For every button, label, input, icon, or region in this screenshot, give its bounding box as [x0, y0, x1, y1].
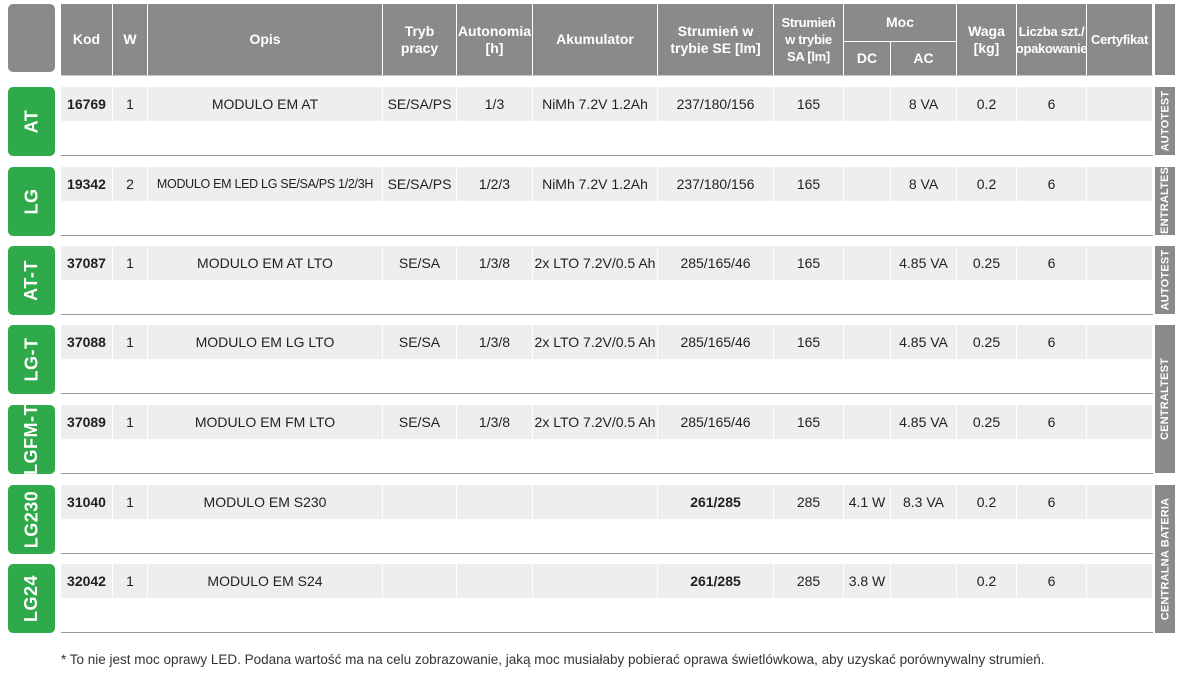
header-strumien-se-line2: trybie SE [lm] — [670, 39, 761, 56]
cell-se: 261/285 — [658, 564, 774, 598]
cell-ac: 4.85 VA — [891, 246, 957, 280]
row-divider — [61, 155, 1153, 156]
header-waga — [957, 4, 1017, 75]
cell-w: 1 — [113, 485, 148, 519]
cell-w: 1 — [113, 564, 148, 598]
cell-waga: 0.25 — [957, 405, 1017, 439]
side-label-centraltest-1 — [1155, 159, 1175, 243]
group-tab-label: LG230 — [21, 490, 41, 549]
footnote: * To nie jest moc oprawy LED. Podana wartość ma na celu zobrazowanie, jaką moc musiałaby pobierać oprawa świetlówkowa, aby uzyskać porównywalny strumień. — [61, 652, 1045, 667]
row-divider — [61, 473, 1153, 474]
side-label-centralna-bateria — [1155, 485, 1175, 633]
cell-cert — [1087, 325, 1153, 359]
cell-opis: MODULO EM AT — [148, 87, 383, 121]
header-certyfikat: Certyfikat — [1087, 4, 1153, 75]
cell-tryb — [383, 485, 457, 519]
cell-autonomia — [457, 485, 533, 519]
cell-cert — [1087, 485, 1153, 519]
cell-akumulator: 2x LTO 7.2V/0.5 Ah — [533, 405, 658, 439]
header-waga-line1: Waga — [968, 22, 1005, 39]
cell-dc — [844, 405, 891, 439]
cell-autonomia: 1/3 — [457, 87, 533, 121]
cell-dc — [844, 325, 891, 359]
cell-kod: 19342 — [61, 167, 113, 201]
cell-kod: 37088 — [61, 325, 113, 359]
cell-autonomia: 1/3/8 — [457, 325, 533, 359]
side-label-text: AUTOTEST — [1159, 90, 1171, 152]
group-tab-label: LG24 — [21, 574, 41, 623]
cell-akumulator: NiMh 7.2V 1.2Ah — [533, 167, 658, 201]
table-row — [61, 246, 1153, 316]
cell-se: 285/165/46 — [658, 246, 774, 280]
cell-sa: 165 — [774, 246, 844, 280]
cell-liczba: 6 — [1017, 405, 1087, 439]
cell-autonomia — [457, 564, 533, 598]
cell-cert — [1087, 405, 1153, 439]
cell-kod: 32042 — [61, 564, 113, 598]
cell-tryb: SE/SA/PS — [383, 87, 457, 121]
group-tab-at-t — [8, 246, 55, 315]
cell-sa: 165 — [774, 87, 844, 121]
cell-w: 1 — [113, 87, 148, 121]
side-label-autotest-2 — [1155, 246, 1175, 314]
cell-akumulator — [533, 564, 658, 598]
cell-tryb: SE/SA — [383, 405, 457, 439]
cell-w: 2 — [113, 167, 148, 201]
cell-ac: 4.85 VA — [891, 405, 957, 439]
cell-autonomia: 1/2/3 — [457, 167, 533, 201]
cell-liczba: 6 — [1017, 167, 1087, 201]
group-tab-lg24 — [8, 564, 55, 633]
group-tab-lg-t — [8, 325, 55, 394]
cell-cert — [1087, 246, 1153, 280]
side-label-centraltest-2 — [1155, 325, 1175, 473]
header-strumien-sa-line2: w trybie — [785, 32, 832, 47]
header-autonomia-line2: [h] — [485, 39, 504, 56]
cell-akumulator: NiMh 7.2V 1.2Ah — [533, 87, 658, 121]
header-strumien-sa-line3: SA [lm] — [787, 49, 830, 64]
cell-ac — [891, 564, 957, 598]
table-row — [61, 167, 1153, 237]
header-autonomia-line1: Autonomia — [457, 22, 532, 39]
cell-dc — [844, 167, 891, 201]
cell-w: 1 — [113, 405, 148, 439]
group-tab-label: AT-T — [21, 260, 41, 301]
cell-ac: 8 VA — [891, 167, 957, 201]
cell-opis: MODULO EM S230 — [148, 485, 383, 519]
group-tab-lg — [8, 167, 55, 236]
header-divider — [61, 75, 1153, 76]
group-tab-label: LG — [21, 188, 41, 215]
header-tryb — [383, 4, 457, 75]
cell-sa: 165 — [774, 167, 844, 201]
cell-autonomia: 1/3/8 — [457, 405, 533, 439]
cell-se: 237/180/156 — [658, 167, 774, 201]
cell-sa: 285 — [774, 485, 844, 519]
group-tab-label: LGFM-T — [21, 404, 42, 475]
cell-ac: 8.3 VA — [891, 485, 957, 519]
header-kod: Kod — [61, 4, 113, 75]
cell-liczba: 6 — [1017, 246, 1087, 280]
cell-opis: MODULO EM AT LTO — [148, 246, 383, 280]
cell-kod: 16769 — [61, 87, 113, 121]
header-akumulator: Akumulator — [533, 4, 658, 75]
cell-tryb: SE/SA — [383, 325, 457, 359]
group-tab-at — [8, 87, 55, 156]
row-divider — [61, 314, 1153, 315]
cell-liczba: 6 — [1017, 87, 1087, 121]
cell-w: 1 — [113, 325, 148, 359]
cell-ac: 8 VA — [891, 87, 957, 121]
header-dc: DC — [844, 42, 891, 75]
table-row — [61, 485, 1153, 555]
side-label-text: CENTRALNA BATERIA — [1159, 497, 1171, 621]
header-strumien-sa-line1: Strumień — [781, 15, 836, 30]
header-liczba — [1017, 4, 1087, 75]
row-divider — [61, 235, 1153, 236]
header-opis: Opis — [148, 4, 383, 75]
group-tab-label: AT — [20, 109, 41, 134]
cell-liczba: 6 — [1017, 325, 1087, 359]
header-tryb-line1: Tryb — [404, 22, 435, 39]
cell-dc — [844, 87, 891, 121]
table-row — [61, 564, 1153, 634]
cell-tryb — [383, 564, 457, 598]
cell-liczba: 6 — [1017, 564, 1087, 598]
header-waga-line2: [kg] — [973, 39, 1000, 56]
cell-liczba: 6 — [1017, 485, 1087, 519]
cell-dc: 4.1 W — [844, 485, 891, 519]
cell-waga: 0.2 — [957, 485, 1017, 519]
cell-cert — [1087, 87, 1153, 121]
cell-kod: 31040 — [61, 485, 113, 519]
cell-tryb: SE/SA — [383, 246, 457, 280]
cell-dc: 3.8 W — [844, 564, 891, 598]
cell-kod: 37089 — [61, 405, 113, 439]
table-row — [61, 405, 1153, 475]
cell-dc — [844, 246, 891, 280]
header-corner — [8, 4, 55, 72]
cell-opis: MODULO EM FM LTO — [148, 405, 383, 439]
header-strumien-sa — [774, 4, 844, 75]
cell-autonomia: 1/3/8 — [457, 246, 533, 280]
header-strumien-se-line1: Strumień w — [677, 22, 754, 39]
header-tryb-line2: pracy — [400, 39, 439, 56]
cell-waga: 0.25 — [957, 246, 1017, 280]
header-ac: AC — [891, 42, 957, 75]
header-autonomia — [457, 4, 533, 75]
cell-kod: 37087 — [61, 246, 113, 280]
side-label-text: AUTOTEST — [1159, 249, 1171, 311]
cell-akumulator: 2x LTO 7.2V/0.5 Ah — [533, 246, 658, 280]
group-tab-lg230 — [8, 485, 55, 554]
side-label-text: CENTRALTEST — [1159, 357, 1172, 441]
cell-waga: 0.2 — [957, 564, 1017, 598]
cell-cert — [1087, 167, 1153, 201]
cell-opis: MODULO EM LG LTO — [148, 325, 383, 359]
cell-se: 285/165/46 — [658, 325, 774, 359]
header-moc: Moc — [844, 4, 957, 42]
side-label-text: CENTRALTEST — [1159, 159, 1172, 243]
cell-waga: 0.2 — [957, 167, 1017, 201]
cell-se: 237/180/156 — [658, 87, 774, 121]
side-label-autotest-1 — [1155, 87, 1175, 155]
cell-sa: 165 — [774, 325, 844, 359]
row-divider — [61, 393, 1153, 394]
header-strumien-se — [658, 4, 774, 75]
cell-se: 285/165/46 — [658, 405, 774, 439]
group-tab-lgfm-t — [8, 405, 55, 474]
cell-opis: MODULO EM LED LG SE/SA/PS 1/2/3H — [148, 167, 383, 201]
cell-sa: 165 — [774, 405, 844, 439]
group-tab-label: LG-T — [21, 337, 41, 382]
cell-cert — [1087, 564, 1153, 598]
cell-akumulator: 2x LTO 7.2V/0.5 Ah — [533, 325, 658, 359]
cell-opis: MODULO EM S24 — [148, 564, 383, 598]
cell-waga: 0.2 — [957, 87, 1017, 121]
cell-tryb: SE/SA/PS — [383, 167, 457, 201]
table-row — [61, 325, 1153, 395]
row-divider — [61, 553, 1153, 554]
header-liczba-line1: Liczba szt./ — [1018, 23, 1085, 39]
header-w: W — [113, 4, 148, 75]
table-row — [61, 87, 1153, 157]
cell-waga: 0.25 — [957, 325, 1017, 359]
cell-w: 1 — [113, 246, 148, 280]
row-divider — [61, 632, 1153, 633]
header-side-blank — [1155, 4, 1175, 75]
cell-ac: 4.85 VA — [891, 325, 957, 359]
header-liczba-line2: opakowanie — [1015, 40, 1088, 56]
cell-sa: 285 — [774, 564, 844, 598]
cell-akumulator — [533, 485, 658, 519]
cell-se: 261/285 — [658, 485, 774, 519]
